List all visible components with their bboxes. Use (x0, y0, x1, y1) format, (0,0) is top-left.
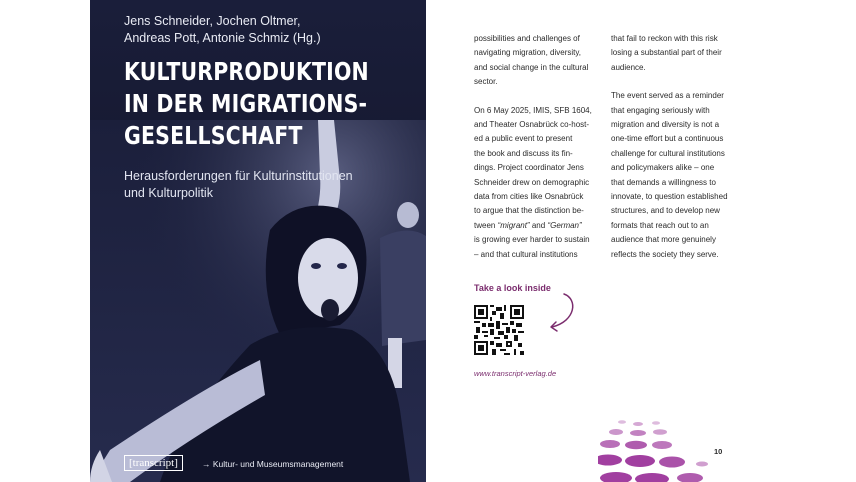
qr-code-icon[interactable] (474, 304, 524, 356)
cover-title (124, 56, 370, 152)
subtitle-line: und Kulturpolitik (124, 186, 213, 200)
text-line: navigating migration, diversity, (474, 48, 582, 58)
text-line: that engaging seriously with (611, 105, 710, 115)
word: and (531, 220, 546, 230)
text-line: formats that reach out to an (611, 220, 709, 230)
series-name: → Kultur- und Museumsmanagement (202, 459, 344, 469)
text-line: The event served as a reminder (611, 91, 724, 101)
text-line: data from cities like Osnabrück (474, 192, 584, 202)
author-line: Jens Schneider, Jochen Oltmer, (124, 14, 301, 28)
author-line: Andreas Pott, Antonie Schmiz (Hg.) (124, 31, 321, 45)
page-number: 10 (714, 447, 723, 456)
book-cover (90, 0, 426, 482)
publisher-link[interactable]: www.transcript-verlag.de (474, 369, 557, 378)
text-line: is growing ever harder to sustain (474, 235, 590, 245)
text-line: losing a substantial part of their (611, 48, 722, 58)
text-line: and policymakers alike – one (611, 163, 715, 173)
text-line (474, 219, 604, 233)
decorative-dots (598, 418, 758, 482)
article-column-1 (474, 32, 604, 276)
article-column-2 (611, 32, 743, 276)
text-line: the book and discuss its fin- (474, 148, 573, 158)
word: tween (474, 220, 496, 230)
curved-arrow-icon (542, 291, 582, 337)
cover-authors (124, 13, 414, 47)
text-line: sector. (474, 77, 498, 87)
paragraph (611, 89, 743, 262)
text-line: challenge for cultural institutions (611, 148, 725, 158)
text-line: audience that more genuinely (611, 235, 716, 245)
text-line: ed a public event to present (474, 134, 573, 144)
text-line: to argue that the distinction be- (474, 206, 584, 216)
text-line: and social change in the cultural (474, 62, 589, 72)
title-line: IN DER MIGRATIONS- (124, 89, 368, 118)
text-line: that fail to reckon with this risk (611, 34, 718, 43)
text-line: dings. Project coordinator Jens (474, 163, 584, 173)
title-line: GESELLSCHAFT (124, 121, 303, 150)
text-line: one-time effort but a continuous (611, 134, 724, 144)
text-line: innovate, to question established (611, 192, 728, 202)
text-line: possibilities and challenges of (474, 34, 580, 43)
take-a-look-inside-heading: Take a look inside (474, 283, 551, 293)
text-line: and Theater Osnabrück co-host- (474, 120, 590, 130)
paragraph (611, 32, 743, 75)
emphasis: “German” (547, 220, 582, 230)
emphasis: “migrant” (497, 220, 530, 230)
title-line: KULTURPRODUKTION (124, 57, 369, 86)
paragraph (474, 32, 604, 90)
cover-subtitle (124, 168, 424, 202)
text-line: migration and diversity is not a (611, 120, 720, 130)
text-line: structures, and to develop new (611, 206, 720, 216)
text-line: reflects the society they serve. (611, 249, 719, 259)
text-line: Schneider drew on demographic (474, 177, 590, 187)
text-line: – and that cultural institutions (474, 249, 578, 259)
text-line: audience. (611, 62, 646, 72)
paragraph (474, 104, 604, 262)
text-line: that demands a willingness to (611, 177, 716, 187)
publisher-logo: [transcript] (124, 455, 183, 471)
subtitle-line: Herausforderungen für Kulturinstitutionen (124, 169, 353, 183)
text-line: On 6 May 2025, IMIS, SFB 1604, (474, 105, 592, 115)
